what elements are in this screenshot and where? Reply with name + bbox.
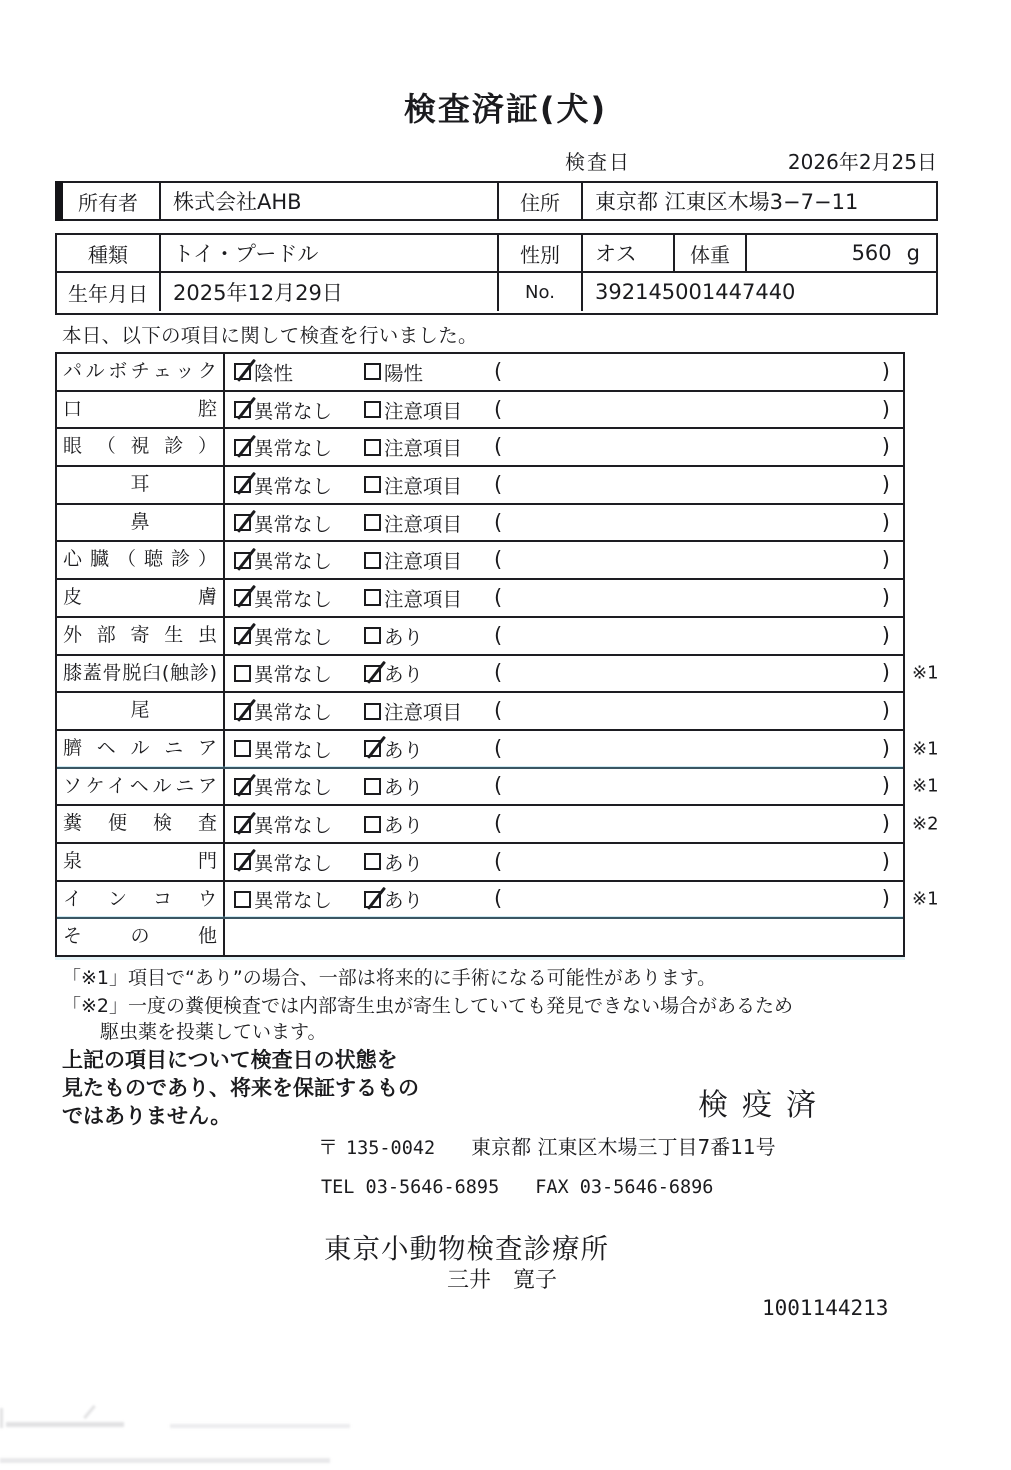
option-1-label: 異常なし [254,851,333,875]
item-label: ソケイヘルニア [57,769,225,805]
disclaimer-text [62,1046,419,1130]
table-row [57,919,903,955]
table-row [57,844,903,882]
sex-label: 性別 [499,235,583,271]
item-label: 外部寄生虫 [57,618,225,654]
option-2 [364,735,423,763]
option-2-label: 陽性 [384,361,424,385]
option-1 [234,358,293,386]
option-1 [234,433,332,461]
option-2-label: 注意項目 [384,701,463,725]
paren-open: ( [494,698,503,723]
scan-artifact [0,1408,3,1428]
birth-value: 2025年12月29日 [161,273,499,311]
option-1-label: 陰性 [254,361,294,385]
table-row [57,542,903,580]
option-2-label: 注意項目 [384,550,463,574]
checkmark-icon [367,887,386,910]
page-title: 検査済証(犬) [403,90,608,128]
option-1 [234,659,332,687]
paren-close: ) [881,698,890,723]
option-2 [364,772,423,800]
paren-open: ( [494,773,503,798]
checkmark-icon [237,359,256,382]
paren-open: ( [494,623,503,648]
paren-close: ) [881,472,890,497]
paren-close: ) [881,736,890,761]
checkbox-icon [364,439,381,456]
option-2 [364,584,462,612]
note-2-line-1: 「※2」一度の糞便検査では内部寄生虫が寄生していても発見できない場合があるため [62,995,794,1017]
checklist-table [55,352,939,957]
option-2 [364,885,423,913]
option-1-label: 異常なし [254,625,333,649]
checkbox-icon [364,514,381,531]
option-1 [234,772,332,800]
option-1-label: 異常なし [254,663,333,687]
option-2 [364,659,423,687]
birth-label: 生年月日 [57,273,161,311]
checkmark-icon [237,585,256,608]
option-1 [234,509,332,537]
paren-close: ) [881,434,890,459]
checkbox-icon [234,740,251,757]
table-row [57,392,903,430]
owner-label: 所有者 [57,183,161,219]
item-label: 皮膚 [57,580,225,616]
checkbox-icon [364,552,381,569]
paren-close: ) [881,886,890,911]
option-2-label: あり [384,738,424,762]
item-label: 臍ヘルニア [57,731,225,767]
option-2 [364,358,423,386]
paren-open: ( [494,736,503,761]
scan-ink-bar [55,181,63,221]
option-1 [234,546,332,574]
table-row [57,429,903,467]
weight-unit: g [906,241,920,265]
veterinarian-name: 三井 寛子 [447,1268,558,1293]
paren-open: ( [494,585,503,610]
paren-open: ( [494,547,503,572]
paren-close: ) [881,773,890,798]
scan-artifact [6,1422,124,1427]
paren-open: ( [494,397,503,422]
option-2 [364,433,462,461]
inspection-date-label: 検査日 [565,150,631,174]
postal-mark-icon: 〒 [318,1135,338,1159]
option-2-label: あり [384,663,424,687]
clinic-address: 東京都 江東区木場三丁目7番11号 [471,1135,776,1159]
item-label: インコウ [57,882,225,918]
option-1 [234,848,332,876]
paren-close: ) [881,623,890,648]
disclaimer-line: ではありません。 [62,1104,232,1128]
option-2 [364,509,462,537]
table-row [57,769,939,807]
paren-open: ( [494,660,503,685]
scan-artifact [83,1405,96,1419]
checkbox-icon [234,703,251,720]
paren-open: ( [494,886,503,911]
option-1-label: 異常なし [254,474,333,498]
checkbox-icon [364,401,381,418]
address-label: 住所 [499,183,583,219]
paren-open: ( [494,811,503,836]
checkbox-icon [234,853,251,870]
postal-address-line [318,1131,776,1160]
option-1-label: 異常なし [254,437,333,461]
inspection-date-value: 2026年2月25日 [787,150,937,174]
item-label: 心臓（聴診） [57,542,225,578]
checkmark-icon [237,548,256,571]
checkmark-icon [237,623,256,646]
disclaimer-line: 見たものであり、将来を保証するもの [62,1076,419,1100]
item-label: 泉門 [57,844,225,880]
item-label: 鼻 [57,505,225,541]
paren-open: ( [494,472,503,497]
no-value: 392145001447440 [595,280,796,304]
option-1-label: 異常なし [254,587,333,611]
paren-open: ( [494,434,503,459]
checkbox-icon [234,439,251,456]
option-2 [364,471,462,499]
option-2 [364,810,423,838]
paren-close: ) [881,585,890,610]
paren-close: ) [881,849,890,874]
table-row [57,467,903,505]
fax-number: FAX 03-5646-6896 [535,1177,714,1198]
option-1 [234,885,332,913]
note-1: 「※1」項目で“あり”の場合、一部は将来的に手術になる可能性があります。 [62,967,717,989]
serial-number: 1001144213 [762,1296,889,1320]
item-label: 糞便検査 [57,806,225,842]
option-1-label: 異常なし [254,776,333,800]
postal-code: 135-0042 [346,1138,436,1159]
option-2-label: あり [384,625,424,649]
weight-value [747,235,936,271]
checkbox-icon [364,363,381,380]
paren-close: ) [881,660,890,685]
table-row [57,806,939,844]
checkbox-icon [364,589,381,606]
option-2 [364,396,462,424]
option-1-label: 異常なし [254,738,333,762]
option-2-label: あり [384,851,424,875]
checkbox-icon [364,476,381,493]
option-2-label: 注意項目 [384,399,463,423]
breed-value: トイ・プードル [161,235,499,271]
no-label: No. [499,273,583,311]
checkbox-icon [234,401,251,418]
checkbox-icon [234,816,251,833]
checkbox-icon [234,778,251,795]
checkbox-icon [234,514,251,531]
option-2-label: 注意項目 [384,512,463,536]
checkbox-icon [364,665,381,682]
option-2 [364,622,423,650]
option-1-label: 異常なし [254,399,333,423]
option-1 [234,622,332,650]
row-note-marker: ※2 [912,813,939,835]
pet-info-table [55,233,938,315]
paren-open: ( [494,849,503,874]
row-note-marker: ※1 [912,888,939,910]
option-2 [364,848,423,876]
item-label: 膝蓋骨脱臼(触診) [57,656,225,692]
option-1 [234,396,332,424]
table-row [57,731,939,769]
checkbox-icon [364,891,381,908]
sex-value: オス [583,235,675,271]
row-note-marker: ※1 [912,738,939,760]
disclaimer-line: 上記の項目について検査日の状態を [62,1048,398,1072]
option-2-label: 注意項目 [384,587,463,611]
option-1 [234,735,332,763]
address-value: 東京都 江東区木場3−7−11 [595,190,859,214]
item-label: パルボチェック [57,354,225,390]
checkmark-icon [237,472,256,495]
option-1 [234,697,332,725]
quarantine-stamp: 検疫済 [698,1088,830,1123]
row-note-marker: ※1 [912,662,939,684]
paren-close: ) [881,547,890,572]
option-2-label: 注意項目 [384,437,463,461]
checkbox-icon [364,703,381,720]
checkbox-icon [234,627,251,644]
note-2-line-2: 駆虫薬を投薬しています。 [100,1021,327,1043]
checkbox-icon [364,853,381,870]
clinic-name: 東京小動物検査診療所 [324,1233,609,1265]
breed-label: 種類 [57,235,161,271]
table-row [57,618,903,656]
option-1-label: 異常なし [254,701,333,725]
checkbox-icon [364,778,381,795]
owner-address-table [55,181,938,221]
table-row [57,882,939,920]
paren-open: ( [494,510,503,535]
paren-close: ) [881,359,890,384]
checkmark-icon [237,510,256,533]
checkmark-icon [237,849,256,872]
checkmark-icon [237,811,256,834]
checkbox-icon [234,665,251,682]
weight-number: 560 [851,241,892,265]
checkbox-icon [234,476,251,493]
item-label: 尾 [57,693,225,729]
checkbox-icon [364,627,381,644]
scan-artifact [170,1424,350,1428]
tel-fax-line [321,1177,713,1198]
paren-close: ) [881,397,890,422]
checkmark-icon [237,397,256,420]
scan-artifact [0,1458,330,1463]
checkbox-icon [234,589,251,606]
weight-label: 体重 [675,235,747,271]
table-row [57,656,939,694]
option-1-label: 異常なし [254,512,333,536]
table-row [57,580,903,618]
option-1-label: 異常なし [254,889,333,913]
paren-close: ) [881,811,890,836]
checkmark-icon [237,774,256,797]
checkbox-icon [234,552,251,569]
option-1 [234,810,332,838]
table-row [57,354,903,392]
checkmark-icon [367,661,386,684]
option-2-label: あり [384,776,424,800]
option-1 [234,471,332,499]
paren-open: ( [494,359,503,384]
table-row [57,505,903,543]
option-2-label: あり [384,889,424,913]
item-label: 眼（視診） [57,429,225,465]
option-2-label: 注意項目 [384,474,463,498]
option-1-label: 異常なし [254,814,333,838]
intro-text: 本日、以下の項目に関して検査を行いました。 [62,324,478,347]
item-label: 耳 [57,467,225,503]
option-2-label: あり [384,814,424,838]
item-label: 口腔 [57,392,225,428]
option-2 [364,697,462,725]
owner-value: 株式会社AHB [161,183,499,219]
tel-number: TEL 03-5646-6895 [321,1177,500,1198]
checkbox-icon [364,816,381,833]
option-2 [364,546,462,574]
checkbox-icon [234,363,251,380]
option-1 [234,584,332,612]
item-label: その他 [57,919,225,955]
checkbox-icon [234,891,251,908]
checkmark-icon [237,434,256,457]
checkmark-icon [237,698,256,721]
checkbox-icon [364,740,381,757]
row-note-marker: ※1 [912,775,939,797]
option-1-label: 異常なし [254,550,333,574]
paren-close: ) [881,510,890,535]
checkmark-icon [367,736,386,759]
table-row [57,693,903,731]
